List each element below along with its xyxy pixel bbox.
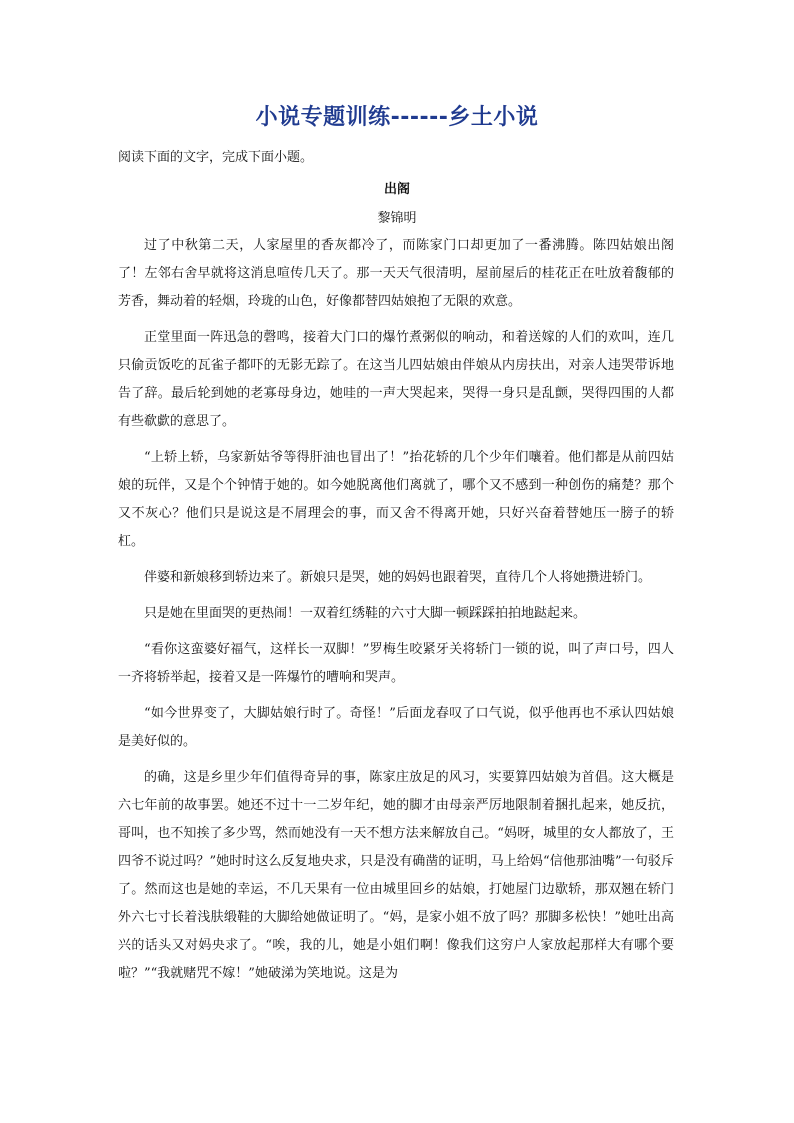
paragraph: 只是她在里面哭的更热闹！一双着红绣鞋的六寸大脚一顿踩踩拍拍地跶起来。 <box>144 606 587 621</box>
paragraph: 正堂里面一阵迅急的磬鸣，接着大门口的爆竹煮粥似的响动，和着送嫁的人们的欢叫，连几只偷贡饭吃的瓦雀子都吓的无影无踪了。在这当儿四姑娘由伴娘从内房扶出，对亲人违哭带诉地告了辞。最后轮到她的老寡母身边，她哇的一声大哭起来，哭得一身只是乱颤，哭得四围的人都有些欷歔的意思了。 <box>118 330 674 429</box>
page-title: 小说专题训练------乡土小说 <box>255 105 539 130</box>
paragraph: 过了中秋第二天，人家屋里的香灰都冷了，而陈家门口却更加了一番沸腾。陈四姑娘出阁了！左邻右舍早就将这消息喧传几天了。那一天天气很清明，屋前屋后的桂花正在吐放着馥郁的芳香，舞动着的轻烟，玲珑的山色，好像都替四姑娘抱了无限的欢意。 <box>118 238 674 309</box>
paragraph: “看你这蛮婆好福气，这样长一双脚！”罗梅生咬紧牙关将轿门一锁的说，叫了声口号，四人一齐将轿举起，接着又是一阵爆竹的嘈响和哭声。 <box>118 642 674 685</box>
paragraph: “上轿上轿，乌家新姑爷等得肝油也冒出了！”抬花轿的几个少年们嚷着。他们都是从前四姑娘的玩伴，又是个个钟情于她的。如今她脱离他们离就了，哪个又不感到一种创伤的痛楚？那个又不灰心？他们只是说这是不屑理会的事，而又舍不得离开她，只好兴奋着替她压一膀子的轿杠。 <box>118 450 674 549</box>
story-title: 出阁 <box>383 182 410 197</box>
paragraph: “如今世界变了，大脚姑娘行时了。奇怪！”后面龙春叹了口气说，似乎他再也不承认四姑娘是美好似的。 <box>118 706 674 749</box>
story-body <box>118 232 674 996</box>
instruction-text: 阅读下面的文字，完成下面小题。 <box>118 150 314 165</box>
paragraph: 的确，这是乡里少年们值得奇异的事，陈家庄放足的风习，实要算四姑娘为首倡。这大概是六七年前的故事罢。她还不过十一二岁年纪，她的脚才由母亲严厉地限制着捆扎起来，她反抗，哥叫，也不知挨了多少骂，然而她没有一天不想方法来解放自己。“妈呀，城里的女人都放了，王四爷不说过吗？”她时时这么反复地央求，只是没有确凿的证明，马上给妈“信他那油嘴”一句驳斥了。然而这也是她的幸运，不几天果有一位由城里回乡的姑娘，打她屋门边歇轿，那双翘在轿门外六七寸长着浅肤缎鞋的大脚给她做证明了。“妈，是家小姐不放了吗？那脚多松快！”她吐出高兴的话头又对妈央求了。“唉，我的儿，她是小姐们啊！像我们这穷户人家放起那样大有哪个要啦？”“我就赌咒不嫁！”她破涕为笑地说。这是为 <box>118 770 674 981</box>
story-author: 黎锦明 <box>377 211 417 226</box>
paragraph: 伴婆和新娘移到轿边来了。新娘只是哭，她的妈妈也跟着哭，直待几个人将她攒进轿门。 <box>144 570 652 585</box>
